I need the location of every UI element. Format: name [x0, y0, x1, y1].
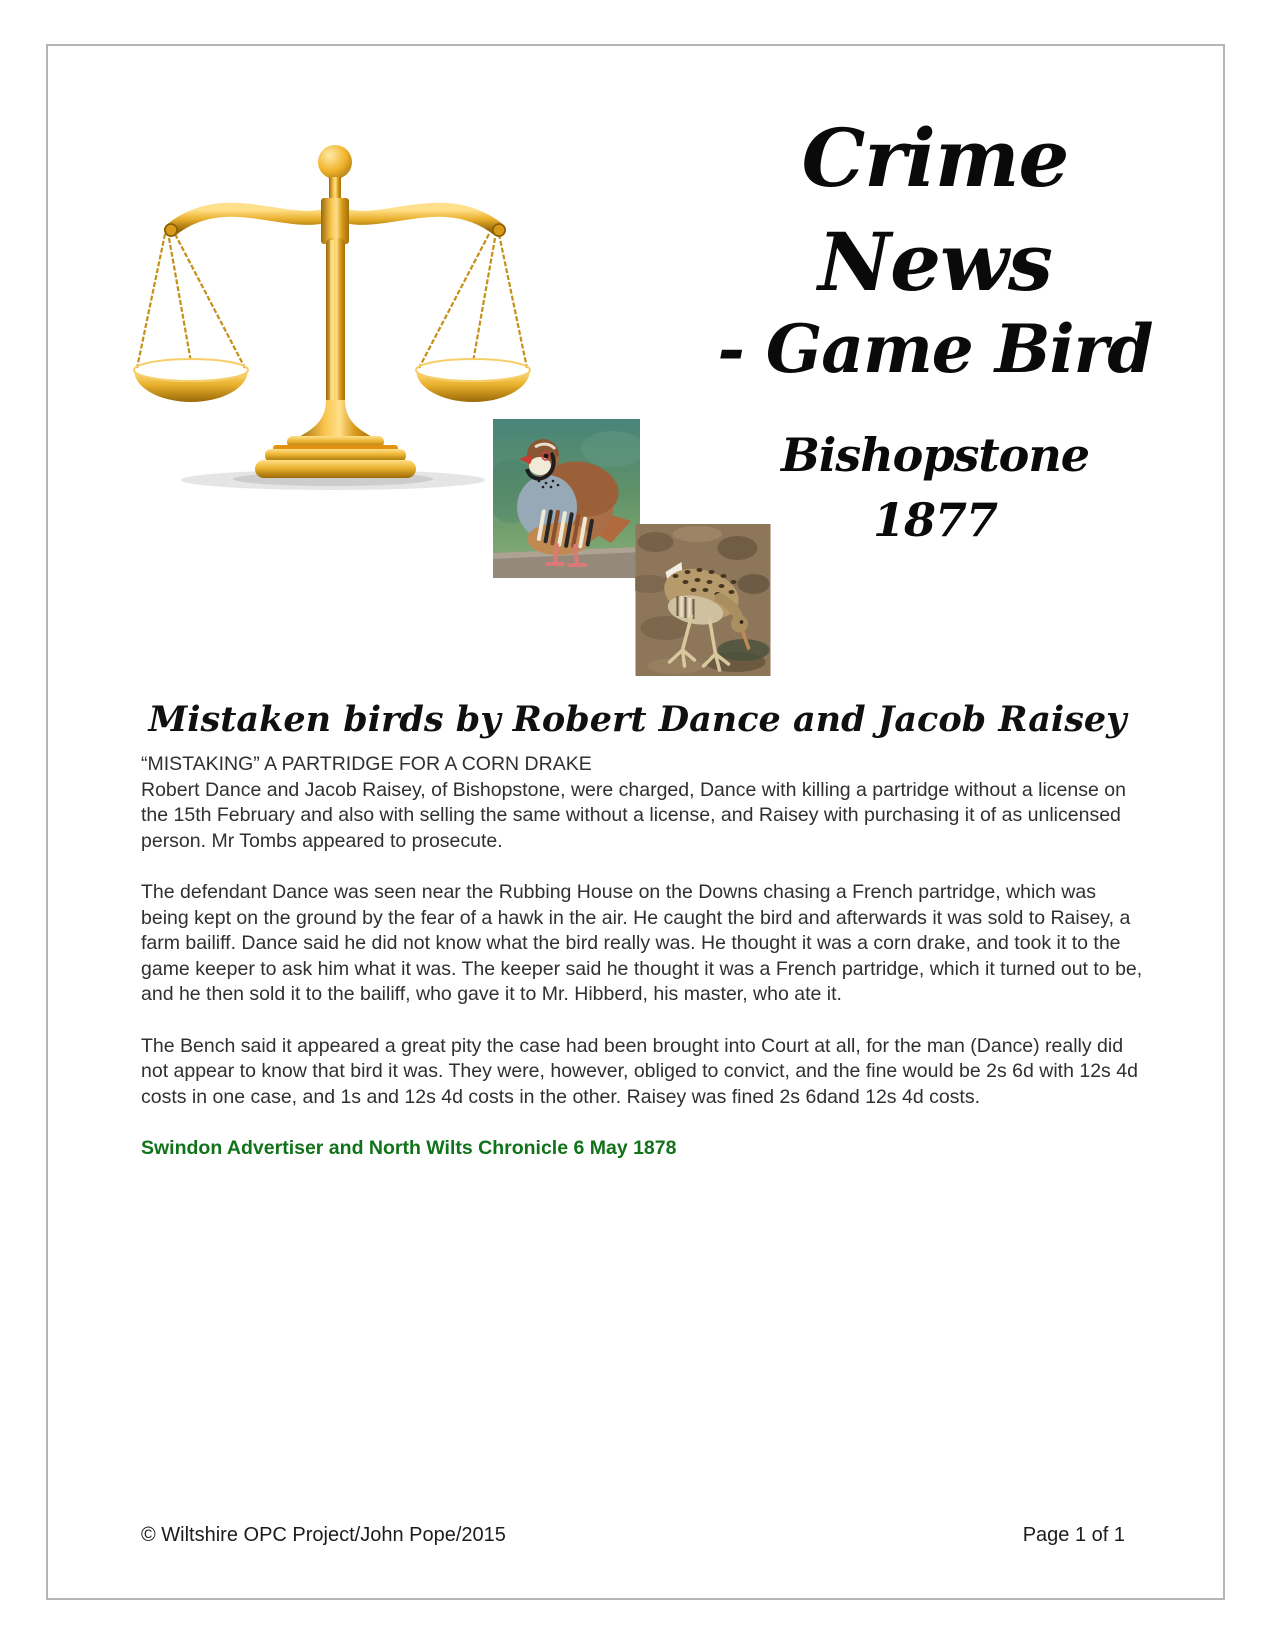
- masthead-line-news: News: [818, 215, 1052, 309]
- masthead-line-game-bird: - Game Bird: [717, 310, 1153, 388]
- scales-icon: [133, 142, 531, 494]
- masthead-line-crime: Crime: [801, 111, 1069, 205]
- article-heading: Mistaken birds by Robert Dance and Jacob Raisey: [148, 699, 1127, 740]
- article-paragraph-1-text: Robert Dance and Jacob Raisey, of Bishopstone, were charged, Dance with killing a partridge without a license on the 15th February and also with selling the same without a license, and Raisey with purchasing it of as unlicensed person. Mr Tombs appeared to prosecute.: [141, 778, 1126, 852]
- masthead-place: Bishopstone: [780, 428, 1090, 482]
- article-source: Swindon Advertiser and North Wilts Chronicle 6 May 1878: [141, 1136, 677, 1159]
- article-body: [141, 752, 1143, 1187]
- masthead-year: 1877: [872, 493, 998, 547]
- article-paragraph-2: The defendant Dance was seen near the Rubbing House on the Downs chasing a French partridge, which was being kept on the ground by the fear of a hawk in the air. He caught the bird and afterwards it was sold to Raisey, a farm bailiff. Dance said he did not know what the bird really was. He thought it was a corn drake, and took it to the game keeper to ask him what it was. The keeper said he thought it was a French partridge, which it turned out to be, and he then sold it to the bailiff, who gave it to Mr. Hibberd, his master, who ate it.: [141, 880, 1143, 1006]
- corn-crake-photo: [635, 524, 771, 676]
- article-paragraph-1: [141, 752, 1143, 854]
- footer-page-number: Page 1 of 1: [1022, 1524, 1125, 1546]
- article-headline: “MISTAKING” A PARTRIDGE FOR A CORN DRAKE: [141, 753, 592, 775]
- page-footer: [141, 1524, 1125, 1547]
- red-legged-partridge-photo: [493, 419, 640, 578]
- footer-copyright: © Wiltshire OPC Project/John Pope/2015: [141, 1524, 506, 1546]
- article-paragraph-3: The Bench said it appeared a great pity the case had been brought into Court at all, for the man (Dance) really did not appear to know that bird it was. They were, however, obliged to convict, and the fine would be 2s 6d with 12s 4d costs in one case, and 1s and 12s 4d costs in the other. Raisey was fined 2s 6dand 12s 4d costs.: [141, 1034, 1138, 1108]
- scales-of-justice-image: [133, 142, 531, 494]
